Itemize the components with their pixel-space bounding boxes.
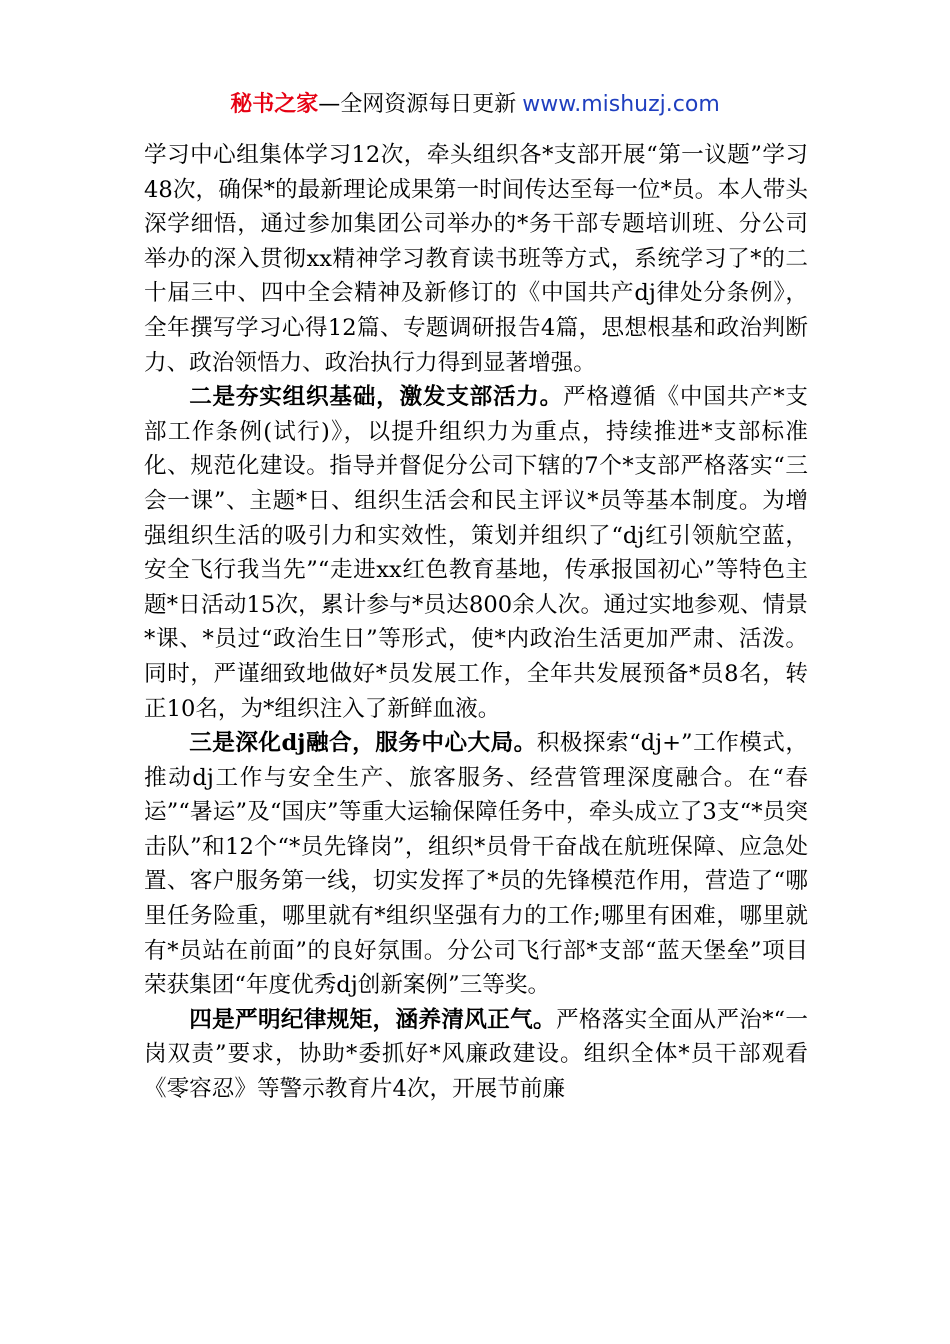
paragraph-1 bbox=[144, 138, 808, 380]
paragraph-text: 学习中心组集体学习12次，牵头组织各*支部开展“第一议题”学习48次，确保*的最新理论成果第一时间传达至每一位*员。本人带头深学细悟，通过参加集团公司举办的*务干部专题培训班、分公司举办的深入贯彻xx精神学习教育读书班等方式，系统学习了*的二十届三中、四中全会精神及新修订的《中国共产dj律处分条例》，全年撰写学习心得12篇、专题调研报告4篇，思想根基和政治判断力、政治领悟力、政治执行力得到显著增强。 bbox=[144, 142, 808, 376]
paragraph-2 bbox=[144, 380, 808, 726]
site-brand: 秘书之家 bbox=[230, 92, 319, 117]
site-header bbox=[0, 88, 950, 122]
paragraph-heading: 二是夯实组织基础，激发支部活力。 bbox=[189, 384, 564, 411]
document-body bbox=[144, 138, 808, 1107]
paragraph-heading: 四是严明纪律规矩，涵养清风正气。 bbox=[189, 1006, 556, 1033]
paragraph-3 bbox=[144, 726, 808, 1003]
paragraph-text: 严格落实全面从严治*“一岗双责”要求，协助*委抓好*风廉政建设。组织全体*员干部观看《零容忍》等警示教育片4次，开展节前廉 bbox=[144, 1006, 808, 1103]
site-url-link[interactable]: www.mishuzj.com bbox=[522, 92, 720, 117]
site-tagline: —全网资源每日更新 bbox=[318, 92, 517, 117]
paragraph-4 bbox=[144, 1003, 808, 1107]
paragraph-heading: 三是深化dj融合，服务中心大局。 bbox=[189, 730, 537, 757]
paragraph-text: 积极探索“dj+”工作模式，推动dj工作与安全生产、旅客服务、经营管理深度融合。在“春运”“暑运”及“国庆”等重大运输保障任务中，牵头成立了3支“*员突击队”和12个“*员先锋岗”，组织*员骨干奋战在航班保障、应急处置、客户服务第一线，切实发挥了*员的先锋模范作用，营造了“哪里任务险重，哪里就有*组织坚强有力的工作;哪里有困难，哪里就有*员站在前面”的良好氛围。分公司飞行部*支部“蓝天堡垒”项目荣获集团“年度优秀dj创新案例”三等奖。 bbox=[144, 730, 808, 999]
paragraph-text: 严格遵循《中国共产*支部工作条例(试行)》，以提升组织力为重点，持续推进*支部标准化、规范化建设。指导并督促分公司下辖的7个*支部严格落实“三会一课”、主题*日、组织生活会和民主评议*员等基本制度。为增强组织生活的吸引力和实效性，策划并组织了“dj红引领航空蓝，安全飞行我当先”“走进xx红色教育基地，传承报国初心”等特色主题*日活动15次，累计参与*员达800余人次。通过实地参观、情景*课、*员过“政治生日”等形式，使*内政治生活更加严肃、活泼。同时，严谨细致地做好*员发展工作，全年共发展预备*员8名，转正10名，为*组织注入了新鲜血液。 bbox=[144, 384, 809, 722]
